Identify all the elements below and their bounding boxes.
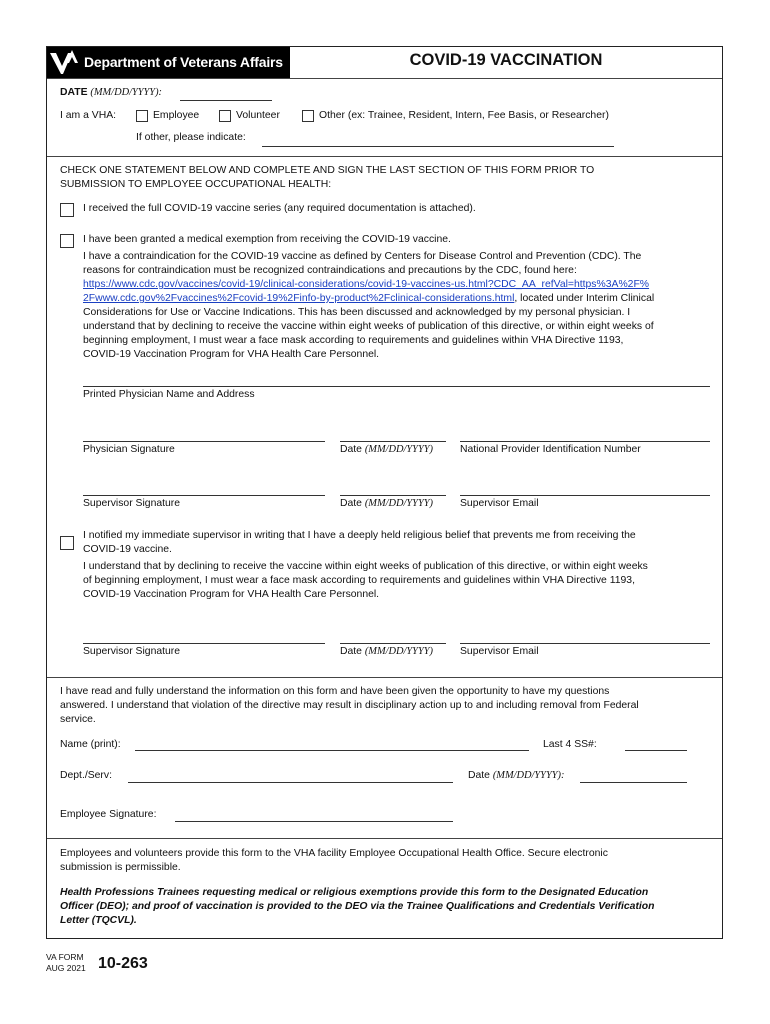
other-label: Other (ex: Trainee, Resident, Intern, Fee Basis, or Researcher): [319, 110, 609, 121]
employee-date-field[interactable]: [580, 782, 687, 783]
acknowledgement-text: answered. I understand that violation of the directive may result in disciplinary action up to and including removal from Federal: [60, 700, 639, 711]
last4-ss-field[interactable]: [625, 750, 687, 751]
acknowledgement-text: service.: [60, 714, 96, 725]
supervisor-signature-label: Supervisor Signature: [83, 498, 181, 509]
divider: [47, 838, 722, 839]
va-form-label: VA FORM: [46, 952, 84, 962]
form-number: 10-263: [98, 955, 148, 972]
employee-signature-field[interactable]: [175, 821, 453, 822]
volunteer-label: Volunteer: [236, 110, 280, 121]
physician-date-field[interactable]: [340, 441, 446, 442]
supervisor-date-label: Date (MM/DD/YYYY): [340, 498, 433, 509]
physician-signature-label: Physician Signature: [83, 444, 175, 455]
religious-exemption-text: I notified my immediate supervisor in writing that I have a deeply held religious belief that prevents me from receiving the: [83, 530, 636, 541]
vha-label: I am a VHA:: [60, 110, 117, 121]
volunteer-checkbox[interactable]: [219, 110, 231, 122]
religious-exemption-text: COVID-19 vaccine.: [83, 544, 172, 555]
npi-field[interactable]: [460, 441, 710, 442]
divider: [47, 78, 722, 79]
form-title: COVID-19 VACCINATION: [409, 51, 603, 69]
other-checkbox[interactable]: [302, 110, 314, 122]
employee-date-label: Date (MM/DD/YYYY):: [468, 770, 565, 781]
cdc-link[interactable]: 2Fwww.cdc.gov%2Fvaccines%2Fcovid-19%2Finfo-by-product%2Fclinical-considerations.html: [83, 293, 515, 304]
trainee-note: Letter (TQCVL).: [60, 915, 137, 926]
supervisor-signature-field[interactable]: [83, 495, 325, 496]
cdc-link-line-1[interactable]: https://www.cdc.gov/vaccines/covid-19/clinical-considerations/covid-19-vaccines-us.html?CDC_AA_refVal=https%3A%2F%: [83, 279, 650, 290]
instructions-line-1: CHECK ONE STATEMENT BELOW AND COMPLETE AND SIGN THE LAST SECTION OF THIS FORM PRIOR TO: [60, 165, 595, 176]
trainee-note: Officer (DEO); and proof of vaccination is provided to the DEO via the Trainee Qualifications and Credentials Verification: [60, 901, 655, 912]
religious-exemption-text: COVID-19 Vaccination Program for VHA Health Care Personnel.: [83, 589, 380, 600]
supervisor-date-label: Date (MM/DD/YYYY): [340, 646, 433, 657]
cdc-link-line-2: 2Fwww.cdc.gov%2Fvaccines%2Fcovid-19%2Finfo-by-product%2Fclinical-considerations.html, located under Interim Clinical: [83, 293, 655, 304]
physician-signature-field[interactable]: [83, 441, 325, 442]
name-print-field[interactable]: [135, 750, 529, 751]
religious-exemption-text: I understand that by declining to receive the vaccine within eight weeks of publication of this directive, or within eight weeks: [83, 561, 648, 572]
religious-exemption-checkbox[interactable]: [60, 536, 74, 550]
physician-name-field[interactable]: [83, 386, 710, 387]
supervisor-email-label: Supervisor Email: [460, 498, 539, 509]
supervisor-email-label: Supervisor Email: [460, 646, 539, 657]
npi-label: National Provider Identification Number: [460, 444, 641, 455]
physician-name-label: Printed Physician Name and Address: [83, 389, 255, 400]
divider: [47, 156, 722, 157]
medical-exemption-text: reasons for contraindication must be recognized contraindications and precautions by the CDC, found here:: [83, 265, 577, 276]
employee-checkbox[interactable]: [136, 110, 148, 122]
medical-exemption-text: Considerations for Use or Vaccine Indications. This has been discussed and acknowledged by my personal physician. I: [83, 307, 631, 318]
va-logo-icon: [49, 49, 79, 76]
divider: [47, 677, 722, 678]
employee-signature-label: Employee Signature:: [60, 809, 157, 820]
submission-note: submission is permissible.: [60, 862, 181, 873]
other-indicate-field[interactable]: [262, 146, 614, 147]
date-label: DATE (MM/DD/YYYY):: [60, 87, 162, 98]
acknowledgement-text: I have read and fully understand the information on this form and have been given the opportunity to have my questions: [60, 686, 610, 697]
medical-exemption-title: I have been granted a medical exemption from receiving the COVID-19 vaccine.: [83, 234, 451, 245]
physician-date-label: Date (MM/DD/YYYY): [340, 444, 433, 455]
supervisor-signature-label: Supervisor Signature: [83, 646, 181, 657]
religious-exemption-text: of beginning employment, I must wear a face mask according to requirements and guidelines within VHA Directive 1193,: [83, 575, 635, 586]
form-date: AUG 2021: [46, 963, 86, 973]
supervisor-date-field[interactable]: [340, 643, 446, 644]
other-indicate-label: If other, please indicate:: [136, 132, 246, 143]
agency-banner: [47, 47, 290, 78]
supervisor-email-field[interactable]: [460, 643, 710, 644]
medical-exemption-checkbox[interactable]: [60, 234, 74, 248]
dept-serv-label: Dept./Serv:: [60, 770, 112, 781]
dept-serv-field[interactable]: [128, 782, 453, 783]
supervisor-date-field[interactable]: [340, 495, 446, 496]
submission-note: Employees and volunteers provide this form to the VHA facility Employee Occupational Health Office. Secure electronic: [60, 848, 608, 859]
instructions-line-2: SUBMISSION TO EMPLOYEE OCCUPATIONAL HEALTH:: [60, 179, 332, 190]
medical-exemption-text: COVID-19 Vaccination Program for VHA Health Care Personnel.: [83, 349, 380, 360]
employee-label: Employee: [153, 110, 200, 121]
medical-exemption-text: I have a contraindication for the COVID-19 vaccine as defined by Centers for Disease Control and Prevention (CDC). The: [83, 251, 642, 262]
name-print-label: Name (print):: [60, 739, 121, 750]
supervisor-signature-field[interactable]: [83, 643, 325, 644]
date-field[interactable]: [180, 100, 272, 101]
trainee-note: Health Professions Trainees requesting medical or religious exemptions provide this form to the Designated Education: [60, 887, 649, 898]
full-vaccine-checkbox[interactable]: [60, 203, 74, 217]
last4-ss-label: Last 4 SS#:: [543, 739, 597, 750]
medical-exemption-text: understand that by declining to receive the vaccine within eight weeks of publication of this directive, or within eight weeks of: [83, 321, 654, 332]
full-vaccine-statement: I received the full COVID-19 vaccine series (any required documentation is attached).: [83, 203, 476, 214]
supervisor-email-field[interactable]: [460, 495, 710, 496]
medical-exemption-text: beginning employment, I must wear a face mask according to requirements and guidelines within VHA Directive 1193,: [83, 335, 624, 346]
agency-name: Department of Veterans Affairs: [84, 54, 283, 70]
